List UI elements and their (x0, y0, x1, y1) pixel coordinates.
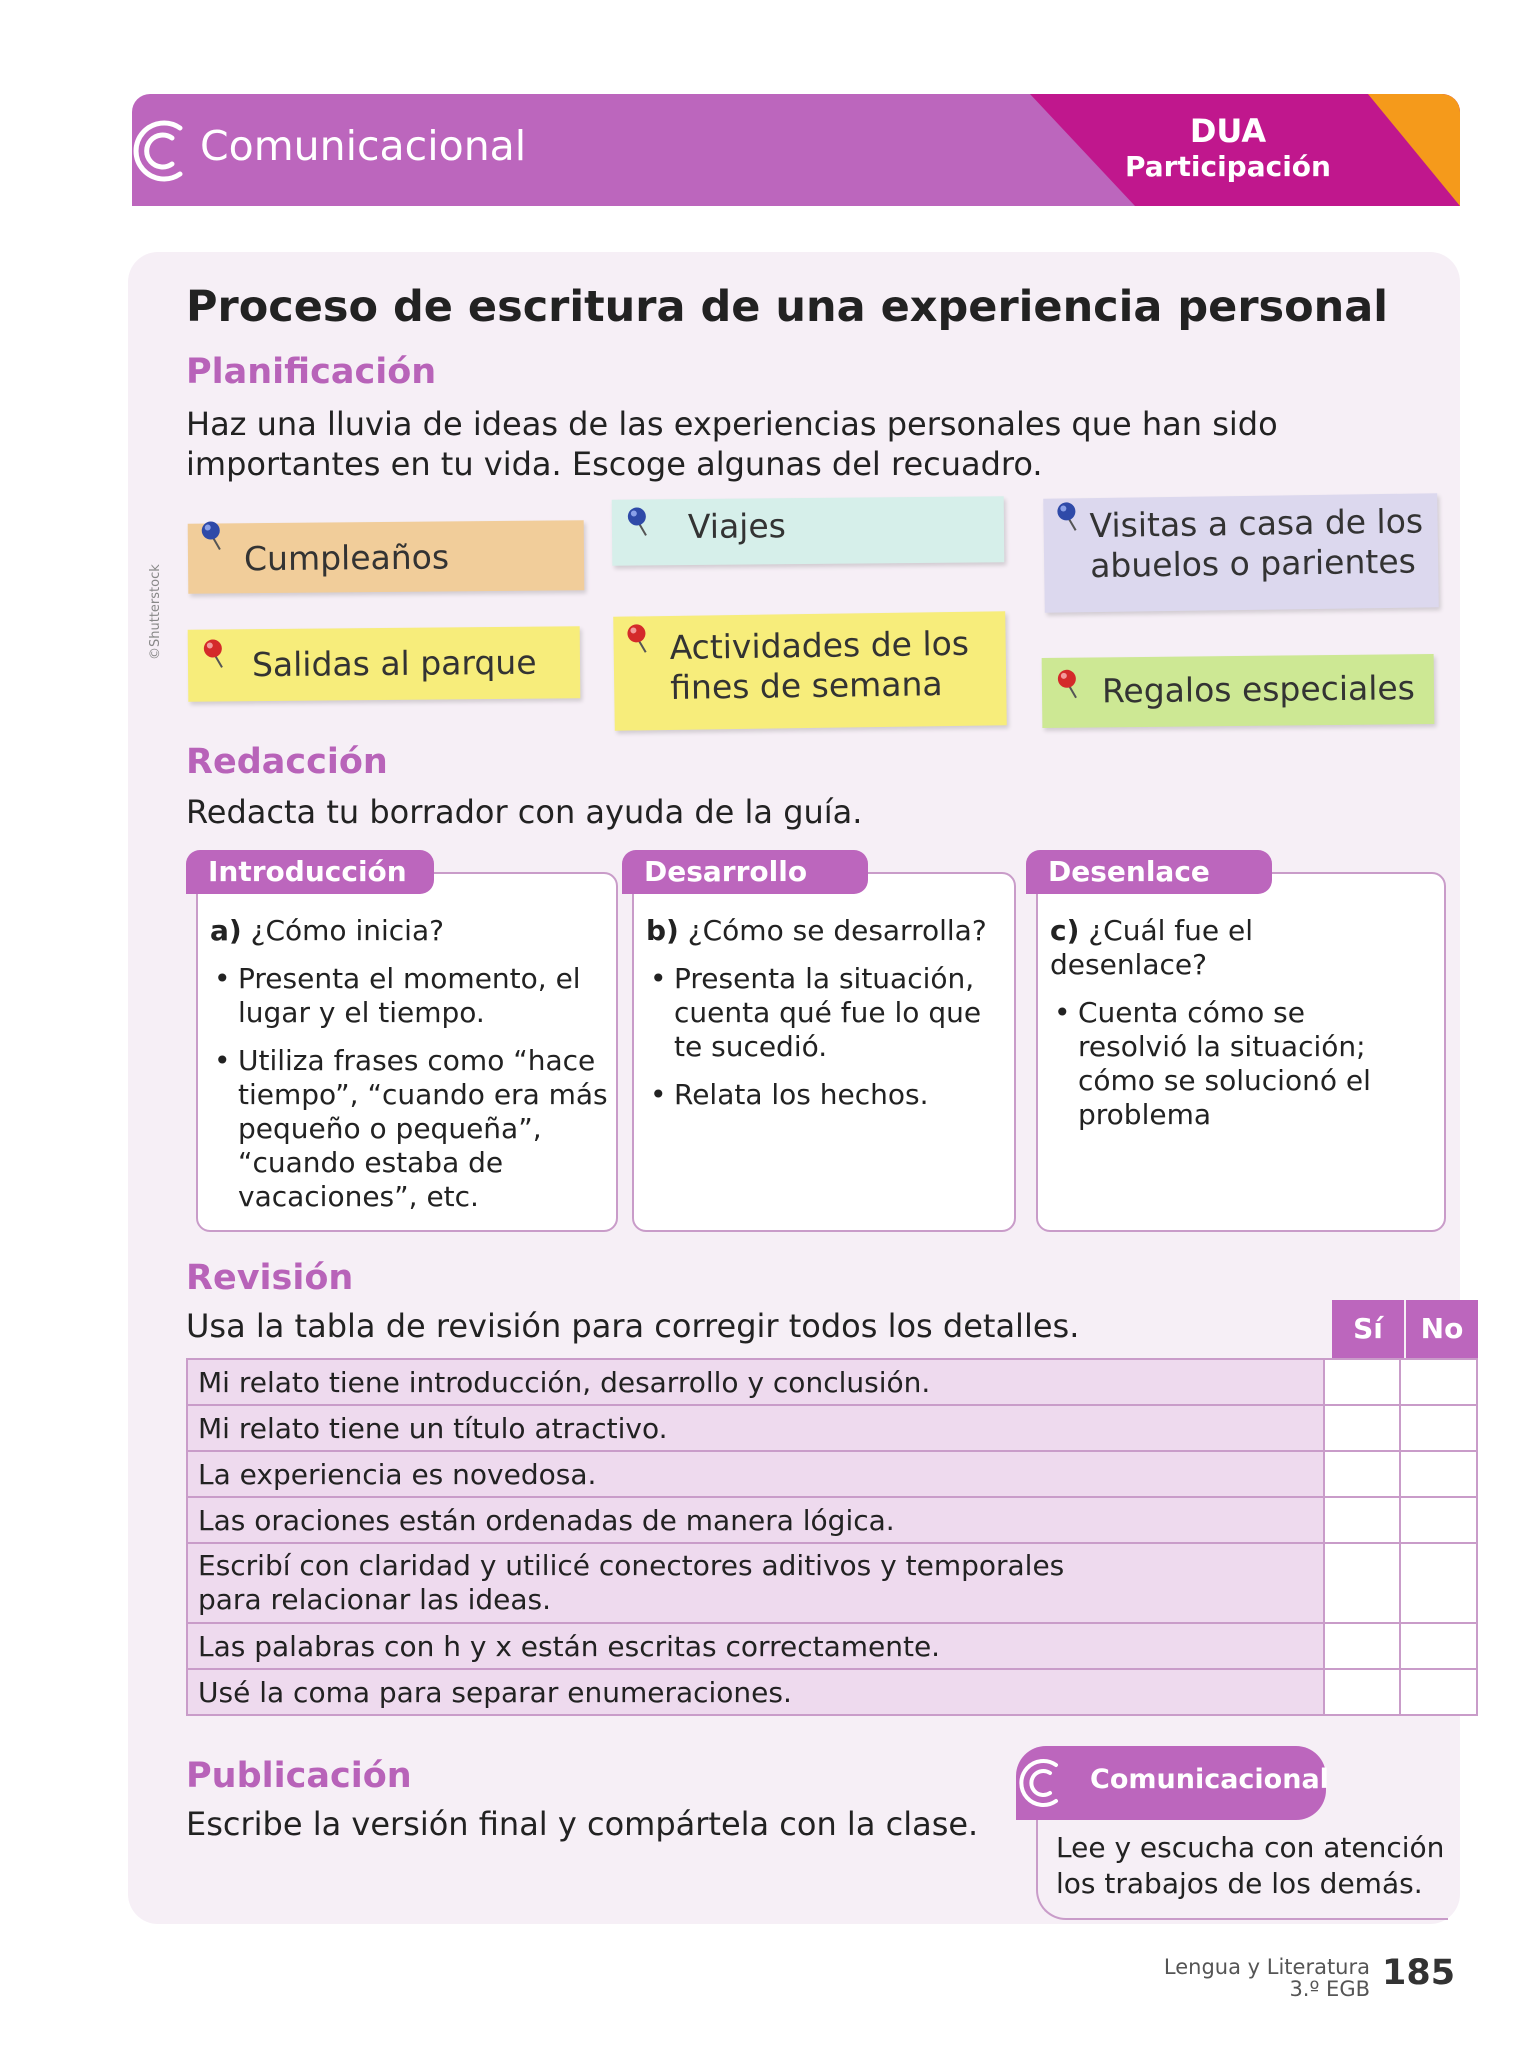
tip-text (1056, 1830, 1444, 1902)
criterion-line1: Escribí con claridad y utilicé conectores aditivos y temporales (198, 1549, 1065, 1582)
no-checkbox[interactable] (1400, 1359, 1477, 1405)
table-row (187, 1451, 1477, 1497)
guide-bullet: • Presenta el momento, el lugar y el tiempo. (210, 962, 614, 1030)
blue-pin-icon (200, 519, 226, 551)
guide-bullet: • Cuenta cómo se resolvió la situación; cómo se solucionó el problema (1050, 996, 1380, 1132)
sticky-note[interactable] (612, 496, 1005, 565)
writing-instructions: Redacta tu borrador con ayuda de la guía. (186, 793, 863, 831)
table-row (187, 1669, 1477, 1715)
guide-tab-introduction: Introducción (186, 850, 434, 894)
note-label: Viajes (687, 506, 787, 547)
table-row (187, 1405, 1477, 1451)
yes-checkbox[interactable] (1324, 1497, 1401, 1543)
sticky-note[interactable] (613, 611, 1007, 730)
footer-grade: 3.º EGB (1289, 1977, 1370, 2001)
page-number: 185 (1382, 1953, 1456, 1993)
guide-tab-development: Desarrollo (622, 850, 868, 894)
no-checkbox[interactable] (1400, 1669, 1477, 1715)
criterion-line2: para relacionar las ideas. (198, 1583, 552, 1616)
table-row (187, 1543, 1477, 1623)
revision-heading: Revisión (186, 1258, 354, 1298)
blue-pin-icon (1055, 500, 1081, 532)
note-label-line2: abuelos o parientes (1089, 541, 1417, 586)
guide-bullet: • Relata los hechos. (646, 1078, 1002, 1112)
guide-bullets (210, 962, 614, 1228)
section-banner (132, 94, 1460, 206)
tip-tab-label: Comunicacional (1090, 1764, 1329, 1795)
no-checkbox[interactable] (1400, 1543, 1477, 1623)
tip-text-line1: Lee y escucha con atención (1056, 1831, 1445, 1864)
note-label-line1: Actividades de los (669, 623, 970, 667)
guide-bullet: • Utiliza frases como “hace tiempo”, “cuando era más pequeño o pequeña”, “cuando estaba de vacaciones”, etc. (210, 1044, 614, 1214)
yes-checkbox[interactable] (1324, 1543, 1401, 1623)
revision-instructions: Usa la tabla de revisión para corregir todos los detalles. (186, 1307, 1080, 1345)
sticky-note[interactable] (1042, 654, 1435, 728)
note-label-line1: Visitas a casa de los (1089, 501, 1424, 546)
guide-question: a) ¿Cómo inicia? (210, 914, 444, 947)
sticky-note[interactable] (188, 520, 585, 593)
yes-checkbox[interactable] (1324, 1359, 1401, 1405)
criterion-cell (187, 1543, 1324, 1623)
planning-instructions-line1: Haz una lluvia de ideas de las experiencias personales que han sido (186, 405, 1278, 443)
planning-instructions-line2: importantes en tu vida. Escoge algunas del recuadro. (186, 445, 1043, 483)
criterion-cell: Mi relato tiene un título atractivo. (187, 1405, 1324, 1451)
guide-bullets (1050, 996, 1380, 1146)
criterion-cell: La experiencia es novedosa. (187, 1451, 1324, 1497)
page-title: Proceso de escritura de una experiencia personal (186, 282, 1389, 332)
column-header-no: No (1406, 1300, 1478, 1358)
criterion-cell: Usé la coma para separar enumeraciones. (187, 1669, 1324, 1715)
footer-subject-name: Lengua y Literatura (1163, 1955, 1370, 1979)
note-label: Regalos especiales (1101, 668, 1416, 711)
yes-checkbox[interactable] (1324, 1451, 1401, 1497)
guide-question: c) ¿Cuál fue el desenlace? (1050, 914, 1254, 981)
criterion-cell: Las palabras con h y x están escritas correctamente. (187, 1623, 1324, 1669)
table-row (187, 1497, 1477, 1543)
no-checkbox[interactable] (1400, 1497, 1477, 1543)
no-checkbox[interactable] (1400, 1451, 1477, 1497)
yes-checkbox[interactable] (1324, 1623, 1401, 1669)
guide-question: b) ¿Cómo se desarrolla? (646, 914, 987, 947)
writing-heading: Redacción (186, 742, 388, 782)
guide-tab-conclusion: Desenlace (1026, 850, 1272, 894)
revision-table (186, 1358, 1478, 1716)
dua-title: DUA (1189, 112, 1267, 150)
note-label: Cumpleaños (243, 537, 450, 579)
dua-subtitle: Participación (1125, 150, 1331, 183)
table-row (187, 1359, 1477, 1405)
guide-bullets (646, 962, 1002, 1126)
publication-instructions: Escribe la versión final y compártela con la clase. (186, 1805, 979, 1843)
column-header-yes: Sí (1332, 1300, 1404, 1358)
image-credit: ©Shutterstock (148, 564, 163, 660)
footer-subject (1150, 1956, 1370, 2000)
criterion-cell: Mi relato tiene introducción, desarrollo y conclusión. (187, 1359, 1324, 1405)
table-row (187, 1623, 1477, 1669)
tip-text-line2: los trabajos de los demás. (1056, 1867, 1423, 1900)
guide-bullet: • Presenta la situación, cuenta qué fue lo que te sucedió. (646, 962, 1002, 1064)
no-checkbox[interactable] (1400, 1405, 1477, 1451)
planning-heading: Planificación (186, 352, 437, 392)
sticky-note[interactable] (188, 626, 581, 701)
comunicacional-c-icon (122, 112, 200, 190)
blue-pin-icon (626, 505, 652, 537)
sticky-note[interactable] (1043, 493, 1439, 612)
banner-title: Comunicacional (200, 122, 527, 170)
yes-checkbox[interactable] (1324, 1669, 1401, 1715)
note-label-line2: fines de semana (669, 664, 943, 707)
red-pin-icon (202, 637, 228, 669)
comunicacional-c-icon (1010, 1752, 1072, 1814)
yes-checkbox[interactable] (1324, 1405, 1401, 1451)
no-checkbox[interactable] (1400, 1623, 1477, 1669)
red-pin-icon (625, 622, 651, 654)
publication-heading: Publicación (186, 1756, 412, 1796)
red-pin-icon (1056, 668, 1082, 700)
criterion-cell: Las oraciones están ordenadas de manera lógica. (187, 1497, 1324, 1543)
note-label: Salidas al parque (251, 642, 537, 685)
